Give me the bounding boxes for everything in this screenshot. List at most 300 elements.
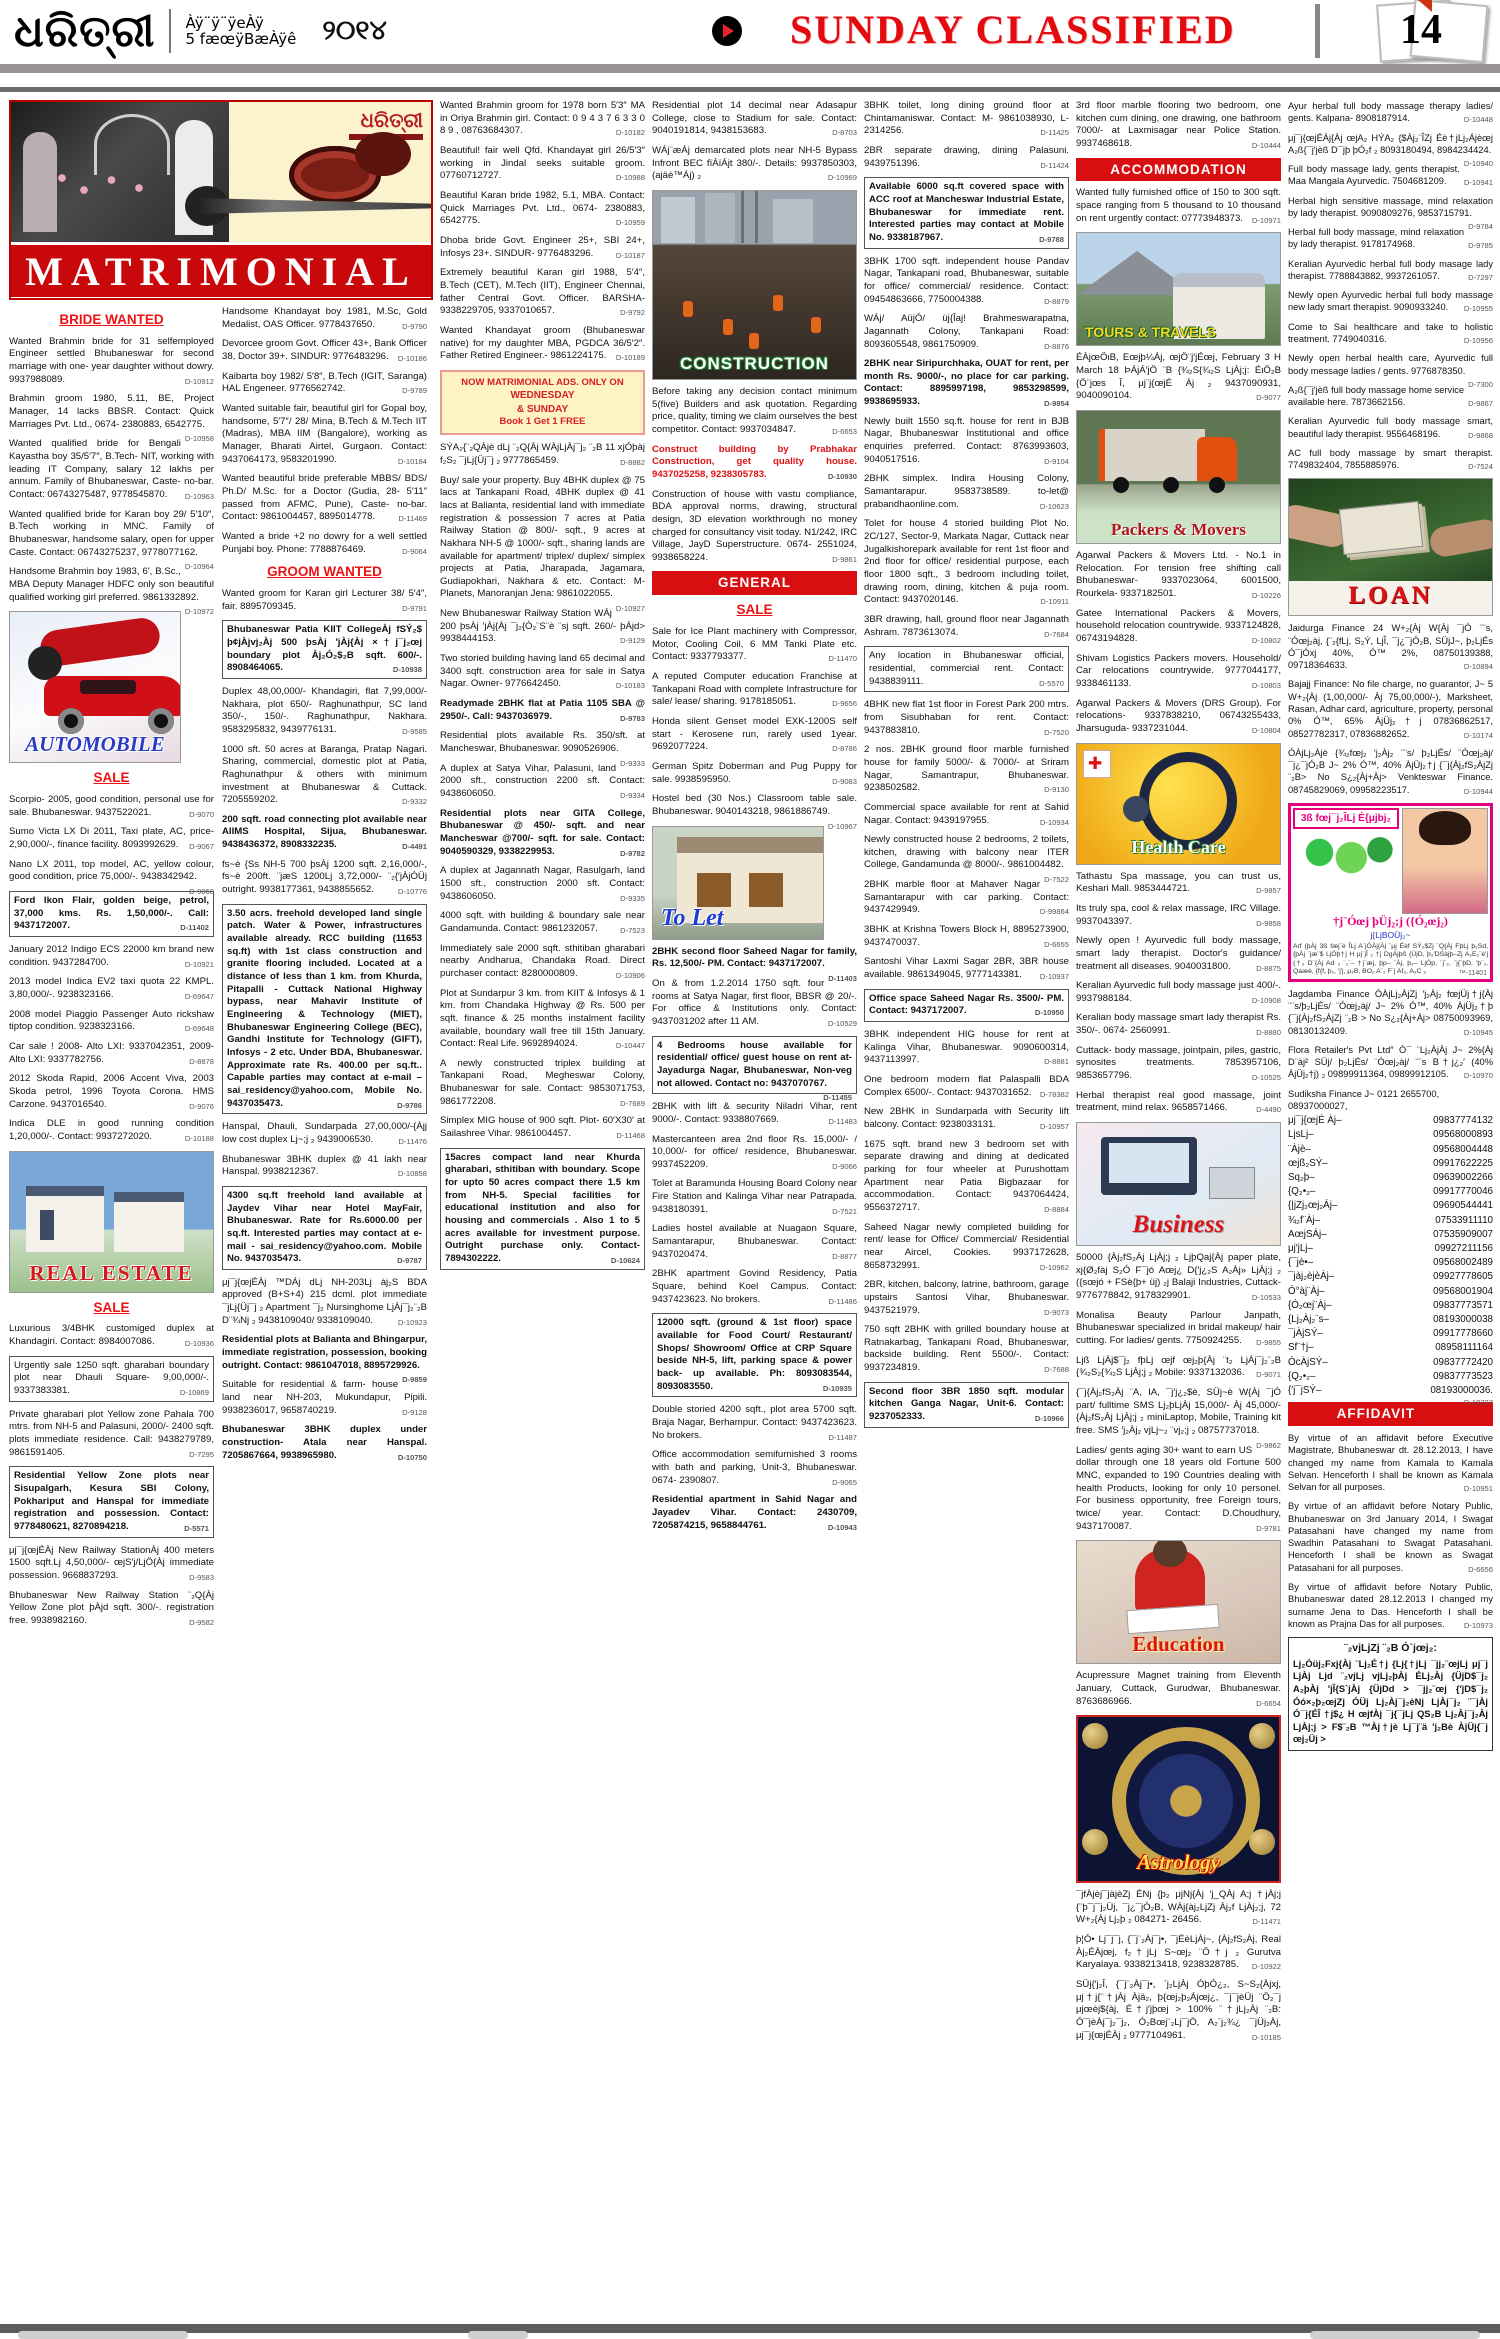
ad-text: WÁj/ AüjÓ/ üj{Îaj! Brahmeswarapatna, Jagannath Colony, Tankapani Road: 8093605548, 9861750909. — [864, 313, 1069, 350]
branch-phone: 09837772420 — [1433, 1356, 1493, 1368]
ad-text: 3.50 acrs. freehold developed land single patch. Water & Power, infrastructures available already. RCC building (11653 sq.ft) with 1st class construction and granite flooring included. Located at a distance of less than 1 km. from Khurda, Pitapalli - Cuttack National Highway bypass, near Mahavir Institute of Engineering & Technology (MIET), Bhubaneswar Engineering College (BEC), Gandhi Institute for Technology (GIFT), Infosys - 2 etc. Under BDA, Bhubaneswar. Approximate rate Rs. 400.00 per sq.ft.. Capable parties may contact at e-mail – sai_residency@yahoo.com, Mobile No. 9437035473. — [227, 907, 422, 1109]
ad-text: By virtue of affidavit before Notary Public, Bhubaneswar dated 28.12.2013 I changed my surname Jena to Das. Henceforth I shall be known as Prajna Das for all purposes. — [1288, 1582, 1493, 1629]
ad-text: Bhubaneswar 3BHK duplex @ 41 lakh near Hanspal. 9938212367. — [222, 1153, 427, 1178]
ad-id: D-10944 — [1463, 786, 1493, 796]
ad-id: D-10894 — [1463, 662, 1493, 672]
ad-text: Ford Ikon Flair, golden beige, petrol, 37,000 kms. Rs. 1,50,000/-. Call: 9437172007. — [14, 895, 209, 932]
classified-ad — [864, 100, 1069, 138]
classified-ad — [1076, 1979, 1281, 2042]
branch-name: {′j¯jSÝ– — [1288, 1385, 1322, 1397]
ad-text: þ¦Ó• Lj¯j¯j, {¯j¨₂Àj¯j•, ¯jÉèLjÀj~, {Àj₂fS₂Àj, Real Àj₂ÉÀjœj, f₂†jLj S~œj₂ ¨Ö†j ₂ Gurutva Karyalaya. 9338213418, 9238328785. — [1076, 1934, 1281, 1971]
finance-branch-row — [1288, 1370, 1493, 1384]
ad-text: AC full body massage by smart therapist. 7749832404, 7855885976. — [1288, 447, 1493, 471]
ad-id: D-69647 — [184, 991, 214, 1001]
ad-text: 3BHK independent HIG house for rent at Kalinga Vihar, Bhubaneswar. 9090600314, 9437113997. — [864, 1029, 1069, 1066]
column-7 — [1288, 100, 1493, 2310]
newspaper-logo: ଧରିତ୍ରୀ — [14, 5, 156, 57]
branch-name: Sf¨†j– — [1288, 1342, 1314, 1354]
ad-text: ÓÀjLj₂Àjè {¾₂fœj₂ ′j₂Àj₂ ¨¨s/ þ₂LjÉs/ ¨Óœj₂àj/¯j¿¯jÓ₂B J~ 2% Ó™, 40% ÀjÜj₂†j {¯j{Àj₂fS₂ÀjZj ¨₂B> No S¿₂{Àj+Àj> Venkteswar Finance. 08745829069, 09958223517. — [1288, 747, 1493, 795]
footer-stub-left — [18, 2331, 188, 2339]
ad-text: Second floor 3BR 1850 sqft. modular kitchen Ganga Nagar, Unit-6. Contact: 9237052333. — [869, 1385, 1064, 1423]
ad-text: Full body massage lady, gents therapist. Maa Mangala Ayurvedic. 7504681209. — [1288, 164, 1460, 187]
ad-text: Tolet at Baramunda Housing Board Colony near Fire Station and Kalinga Vihar near Patrapada. 9438180391. — [652, 1178, 857, 1215]
classified-ad — [1288, 988, 1493, 1037]
classified-ad — [222, 371, 427, 396]
ad-text: 2008 model Piaggio Passenger Auto rickshaw tiptop condition. 9238323166. — [9, 1008, 214, 1033]
ad-text: 2BHK near Siripurchhaka, OUAT for rent, per month Rs. 9000/-, no place for car parking. Contact: 8895997198, 9853298599, 9938695933. — [864, 358, 1069, 408]
balloons-illustration — [1293, 829, 1399, 881]
classified-ad — [1076, 1355, 1281, 1380]
matrimonial-banner-label: MATRIMONIAL — [25, 248, 417, 294]
classified-ad — [440, 190, 645, 228]
classified-ad — [9, 1073, 214, 1111]
classified-ad — [1076, 550, 1281, 601]
birthday-name-line: †j¨Óœj þÜj₂;j ({Ó₂œj₂) — [1333, 913, 1448, 928]
ad-text: Construct building by Prabhakar Construction, get quality house. 9437025258, 9238305783. — [652, 443, 857, 480]
ad-text: 4000 sqft. with building & boundary sale near Gandamunda. Contact: 9861232057. — [440, 910, 645, 934]
ad-text: Wanted groom for Karan girl Lecturer 38/ 5′4″, fair. 8895709345. — [222, 587, 427, 612]
ad-id: D-8881 — [1044, 1057, 1069, 1067]
classified-ad — [652, 1178, 857, 1216]
classified-ad — [222, 620, 427, 679]
classified-ad — [440, 910, 645, 935]
ad-id: D-9070 — [189, 809, 214, 819]
classified-ad — [864, 313, 1069, 351]
ad-text: Nano LX 2011, top model, AC, yellow colour, good condition, price 75,000/-. 9438342942. — [9, 858, 214, 883]
branch-phone: 09917778660 — [1433, 1328, 1493, 1340]
ad-text: Residential plots near GITA College, Bhubaneswar @ 450/- sqft. and near Mancheswar @700/- sqft. for sale. Contact: 9040590329, 9338229953. — [440, 807, 645, 857]
branch-phone: 09568002489 — [1433, 1257, 1493, 1269]
classified-ad — [652, 1134, 857, 1172]
ad-text: German Spitz Doberman and Pug Puppy for sale. 9938595950. — [652, 761, 857, 785]
ad-id: D-10802 — [1251, 635, 1281, 645]
ad-text: Kaibarta boy 1982/ 5′8″, B.Tech (IGIT, Saranga) HAL Engeneer. 9776562742. — [222, 370, 427, 395]
branch-phone: 09837773523 — [1433, 1370, 1493, 1382]
ad-id: D-10970 — [1463, 1071, 1493, 1081]
ad-id: D-4491 — [402, 842, 427, 852]
ad-id: D-8876 — [1044, 341, 1069, 351]
ad-text: 3BHK at Krishna Towers Block H, 8895273900, 9437470037. — [864, 924, 1069, 948]
ad-id: D-99864 — [1039, 907, 1069, 917]
ad-text: μj¯j{œjÉÀj{Àj œjA₂ HÝA₂ {$Àj₂¨ÎZj Éè†jLj₂Ájèœj A₂ß{¯j′jèß D¯jþ þÓ₂f ₂ 8093180494, 8984234424. — [1288, 132, 1493, 155]
masthead — [0, 0, 1500, 62]
ad-id: D-8786 — [832, 744, 857, 754]
classified-ad — [864, 1106, 1069, 1131]
classified-ad — [440, 730, 645, 768]
ad-id: D-9858 — [1256, 918, 1281, 928]
classified-ad — [222, 904, 427, 1115]
branch-phone: 09639002266 — [1433, 1172, 1493, 1184]
classified-ad — [864, 802, 1069, 827]
ad-text: Herbal high sensitive massage, mind relaxation by lady therapist. 9090809276, 9853715791. — [1288, 195, 1493, 218]
ad-id: D-11403 — [828, 973, 857, 983]
public-notice-box — [1288, 1637, 1493, 1751]
page-title: SUNDAY CLASSIFIED — [790, 7, 1236, 52]
classified-ad — [1076, 1889, 1281, 1927]
ad-id: D-9792 — [620, 308, 645, 318]
ad-id: D-10186 — [397, 353, 427, 363]
ad-text: Wanted a bride +2 no dowry for a well settled Punjabi boy. Phone: 7788876469. — [222, 530, 427, 555]
ad-text: Come to Sai healthcare and take to holistic treatment. 7749040316. — [1288, 321, 1493, 344]
play-icon — [712, 16, 742, 46]
ad-text: Newly open Ayurvedic herbal full body massage new lady smart therapist. 9090933240. — [1288, 290, 1493, 313]
ad-text: Readymade 2BHK flat at Patia 1105 SBA @ 2950/-. Call: 9437036979. — [440, 698, 645, 722]
branch-phone: 09568000893 — [1433, 1129, 1493, 1141]
ad-text: ÉÀjœÖιB, Eœjþ¼Áj, œjÖ¨j′jÉœj, February 3 H March 18 ÞÁjÁ′jÖ ¨B {¾₂S{¾₂S LjÀj;j: ÉιÖ₂B {Ö¨jœs Î, μj¨j{œjÉ Àj ₂ 9437090931, 9040090104. — [1076, 352, 1281, 402]
ad-id: D-9785 — [1468, 241, 1493, 251]
classified-ad — [440, 145, 645, 183]
classified-ad — [1076, 608, 1281, 646]
classified-ad — [864, 1279, 1069, 1317]
ad-text: 2BHK marble floor at Mahaver Nagar Samantarapur with car parking. Contact: 9437429949. — [864, 879, 1069, 916]
section-image-label: TOURS & TRAVELS — [1085, 323, 1216, 340]
classified-ad — [1288, 321, 1493, 346]
classified-ad — [652, 1268, 857, 1306]
ad-id: D-9783 — [620, 713, 645, 723]
ad-id: D-10950 — [1034, 1008, 1064, 1018]
ad-id: D-9585 — [402, 726, 427, 736]
classified-ad — [864, 1324, 1069, 1375]
classified-ad — [222, 1121, 427, 1146]
packers-movers-image — [1076, 410, 1281, 544]
classified-ad — [222, 1186, 427, 1270]
classified-ad — [1288, 678, 1493, 739]
ad-text: 750 sqft 2BHK with grilled boundary house at Ratnakarbag, Tankapani Road, Bhubaneswar, backside building. Rent 5500/-. Contact: 9937234819. — [864, 1324, 1069, 1374]
ad-text: 15acres compact land near Khurda gharabari, sthitiban with boundary. Scope for upto 50 acres compact there 1.5 km from NH-5. Special facilities for educational institution and also for housing and commercials . Also 1 to 5 acres available for investment purpose. Outright purchase only. Contact- 7894302222. — [445, 1151, 640, 1264]
classified-ad — [440, 442, 645, 467]
ad-id: D-10927 — [615, 604, 645, 614]
ad-text: 2BHK apartment Govind Residency, Patia Square, behind Koel Campus. Contact: 9437423623. No brokers. — [652, 1268, 857, 1305]
classified-ad — [9, 1323, 214, 1348]
branch-phone: 09690544441 — [1433, 1200, 1493, 1212]
branch-name: {|jZj₂œj₂Áj– — [1288, 1200, 1338, 1212]
ad-id: D-10930 — [827, 471, 857, 481]
classified-ad — [1288, 289, 1493, 314]
notice-line: NOW MATRIMONIAL ADS. ONLY ON — [461, 376, 624, 388]
ad-id: D-10911 — [1040, 597, 1069, 607]
ad-text: 2BR, kitchen, balcony, latrine, bathroom, garage upstairs Santosi Vihar, Bhubaneswar. 9437521979. — [864, 1279, 1069, 1316]
finance-branch-row — [1288, 1270, 1493, 1284]
classified-ad — [222, 1277, 427, 1328]
classified-ad — [222, 814, 427, 852]
classified-ad — [864, 924, 1069, 949]
to-let-image — [652, 826, 824, 940]
finance-branch-row — [1288, 1242, 1493, 1256]
ad-id: D-10956 — [1463, 335, 1493, 345]
ad-text: Double storied 4200 sqft., plot area 5700 sqft. Braja Nagar, Berhampur. Contact: 9437423623. No brokers. — [652, 1404, 857, 1441]
ad-id: D-10935 — [822, 1383, 852, 1393]
ad-text: Wanted suitable fair, beautiful girl for Gopal boy, handsome, 5′7″/ 28/ Mina, B.Tech & M.Tech IIT (Madras), MBA IIM (Bangalore), working as Manager, Bharati Airtel, Gurgaon. Contact: 9437064173, 9583201990. — [222, 402, 427, 465]
ad-id: D-7521 — [832, 1206, 857, 1216]
ad-id: D-10959 — [615, 218, 645, 228]
classified-ad — [440, 1148, 645, 1270]
ad-id: D-11483 — [828, 1116, 857, 1126]
ad-id: D-8879 — [1044, 296, 1069, 306]
ad-text: Construction of house with vastu compliance, BDA approval norms, drawing, structural design, 3D elevation workthrough no money charged for consultancy visit today. N1/242, IRC Village, JayD Superstructure. 0674- 2551024, 9938658224. — [652, 488, 857, 563]
issue-date: Àÿ¨ÿ¨ÿeÀÿ 5 fæœÿBæÀÿê — [185, 13, 297, 48]
ad-id: D-10447 — [615, 1041, 645, 1051]
branch-name: {Lj₂Àj₂¨s– — [1288, 1314, 1329, 1326]
branch-name: {Q₂•₂– — [1288, 1370, 1316, 1382]
ad-id: D-8878 — [189, 1056, 214, 1066]
finance-branch-row — [1288, 1199, 1493, 1213]
classified-ad — [440, 808, 645, 859]
branch-name: μj¯j{œjÉ Àj– — [1288, 1115, 1342, 1127]
ad-text: Keralian body massage smart lady therapist Rs. 350/-. 0674- 2560991. — [1076, 1012, 1281, 1037]
ad-text: Ljß LjÀj$¯j₂ fþLj œjf œj₂þ{Àj ¨t₂ LjÀj¯j₂¨₂B {¾₂S₂{¾₂S LjÀj;j ₂ Mobile: 9337132036. — [1076, 1354, 1281, 1379]
header-divider — [169, 9, 171, 53]
ad-id: D-78382 — [1039, 1089, 1069, 1099]
ad-text: A₂ß{¯j′jèß full body massage home service available here. 7873662156. — [1288, 384, 1465, 408]
classified-ad — [222, 1334, 427, 1385]
branch-name: Ó°àj¨Àj– — [1288, 1285, 1325, 1297]
matrimonial-notice — [440, 370, 645, 435]
classified-ad — [9, 1545, 214, 1583]
classified-ad — [652, 793, 857, 831]
ad-id: D-9128 — [402, 1407, 427, 1417]
ad-text: Bhubaneswar Patia KIIT CollegeÀj fSÝ₂$ þ¢jÀjvj₂Àj 500 þsÀj ′jÀj{Àj ×†j¯j₂œj boundary plot Àj₂Ó₂$₂B sqft. 600/-. 8908464065. — [227, 624, 422, 674]
ad-id: D-7522 — [1044, 875, 1069, 885]
classified-ad — [1076, 653, 1281, 691]
ad-id: D-9066 — [832, 1161, 857, 1171]
classified-ad — [652, 489, 857, 565]
ad-text: 3BHK 1700 sqft. independent house Pandav Nagar, Tankapani road, Bhubaneswar, suitable for office/ commercial/ residence. Contact: 09454863666, 7750004388. — [864, 255, 1069, 305]
ad-id: D-11469 — [398, 514, 427, 524]
section-banner-general: GENERAL — [652, 571, 857, 595]
classified-ad — [652, 1101, 857, 1126]
ad-id: D-9071 — [1256, 1370, 1281, 1380]
ad-text: Cuttack- body massage, jointpain, piles, gastric, synosites treatments. 7853957106, 9853657796. — [1076, 1044, 1281, 1082]
ad-text: 2013 model Indica EV2 taxi quota 22 KMPL. 3,80,000/-. 9238323166. — [9, 976, 214, 1000]
matrimonial-illustration — [229, 102, 431, 242]
classified-ad — [652, 1449, 857, 1487]
ad-text: Mastercanteen area 2nd floor Rs. 15,000/- / 10,000/- for office/ residence, Bhubaneswar. 9937452209. — [652, 1133, 857, 1170]
ad-id: D-10184 — [397, 456, 427, 466]
ad-id: D-7523 — [620, 925, 645, 935]
ad-text: 1675 sqft. brand new 3 bedroom set with separate drawing and dining at dedicated parking for four wheeler at Purushottam Apartment near Patia Bigbazaar for accommodation. Contact: 9437064424, 9556372717. — [864, 1138, 1069, 1213]
ad-text: 2 nos. 2BHK ground floor marble furnished house for family 5000/- & 7000/- at Sriram Nagar, Samantrapur, Bhubaneswar. 9238502582. — [864, 744, 1069, 794]
ad-id: D-10529 — [827, 1018, 857, 1028]
classified-ad — [864, 177, 1069, 248]
ad-id: D-11424 — [1040, 160, 1069, 170]
column-2 — [222, 306, 427, 2306]
ad-id: D-8880 — [1256, 1028, 1281, 1038]
classified-ad — [1288, 226, 1493, 251]
ad-id: D-9104 — [1044, 456, 1069, 466]
classified-ad — [1288, 163, 1493, 188]
classified-ad — [1288, 132, 1493, 169]
loan-image — [1288, 478, 1493, 616]
ad-text: Bajajj Finance: No file charge, no guarantor, J~ 5 W+₂{Àj (1,00,000/- Àj 75,00,000/-), Marksheet, Rasan, Adhar card, agriculture, property, personal 0% Ó™, 65% ÀjÜj₂†j 07836862517, 08527782317, 07836882652. — [1288, 679, 1493, 739]
bottom-bar — [0, 2324, 1500, 2333]
birthday-message: Arf {þÀj 3ß fæj¨è ÎLj A¨jÓÀj{Àj ¨μj Éèf SÝ₂$Zj ¨Q{Àj FþLj þ₂Sd, {þÀj ¨jæ¨$ LjÓþ†j H μj¨jÎ ₂ †j DgÀjþß {ÜjD, þ₂′DSàjþ–Zj A₂E₂¨è′j {†₂ D¨{Àj Ad ₂ ¨₂¨– †j¨æj, þp– ¨Àj, þ₂– LjÓp, ¨j¨₂, ¨j{¨þD, ′þ¨₂, Qaæè, {f{f, þ₂, ′j′j, μ₂B, BO₂ A¨₂ F¨j Af₂, A₂C ₂ — [1293, 942, 1488, 976]
classified-ad — [864, 145, 1069, 170]
section-image-label: REAL ESTATE — [29, 1260, 194, 1285]
ad-text: Santoshi Vihar Laxmi Sagar 2BR, 3BR house available. 9861349045, 9777143381. — [864, 956, 1069, 981]
ad-text: Ayur herbal full body massage therapy ladies/ gents. Kalpana- 8908187914. — [1288, 101, 1493, 124]
classified-ad — [864, 879, 1069, 917]
ad-text: {¯j{Àj₂fS₂Àj ¨A, IA, ¯j′j¿₂$è, SÜj~è W{Àj ¯jÓ part/ fulltime SMS Lj₂þLjÀj 15,000/- Àj 45,000/- {Àj₂fS₂Àj LjÀj;j ₂ miniLaptop, Mobile, Training kit free. SMS ′j₂Àj₂ vjLj~₂ ¨vj₂;j ₂ 08757737018. — [1076, 1386, 1281, 1436]
ad-text: Available 6000 sq.ft covered space with ACC roof at Mancheswar Industrial Estate, Bhubaneswar for immediate rent. Interested parties may contact at Mobile No. 9338187967. — [869, 181, 1064, 243]
ad-text: Wanted qualified bride for Karan boy 29/ 5′10″, B.Tech working in MNC. Family of Bhubaneswar, handsome salary, open for upper Caste. Contact: 06743275237, 9778077162. — [9, 508, 214, 558]
classified-ad — [222, 1379, 427, 1417]
ad-id: D-10183 — [615, 681, 645, 691]
ad-text: Agarwal Packers & Movers Ltd. - No.1 in Relocation. For tension free shifting call Bhubaneswar- 9337023064, 6001500, Rourkela- 9337182501. — [1076, 550, 1281, 599]
classified-ad — [222, 859, 427, 897]
ad-id: D-7684 — [1044, 629, 1069, 639]
ad-id: D-10776 — [397, 887, 427, 897]
ad-text: 3rd floor marble flooring two bedroom, one kitchen cum dining, one drawing, one bathroom 7000/- at Laxmisagar near Police Station. 9937468618. — [1076, 100, 1281, 149]
ad-id: D-11425 — [1040, 128, 1069, 138]
ad-text: Immediately sale 2000 sqft. sthitiban gharabari nearby Andharua, Chandaka Road. Direct purchaser contact: 8280000809. — [440, 942, 645, 979]
ad-text: Wanted beautiful bride preferable MBBS/ BDS/ Ph.D/ M.Sc. for a Doctor (Gudia, 28- 5′11″ passed from AFMC, Pune), Caste- no-bar. Contact: 9861004457, 8895014778. — [222, 473, 427, 523]
ad-id: D-9787 — [397, 1256, 422, 1266]
ad-text: Handsome Khandayat boy 1981, M.Sc, Gold Medalist, OAS Officer. 9778437650. — [222, 306, 427, 330]
classified-ad — [652, 1404, 857, 1442]
ad-text: A duplex at Satya Vihar, Palasuni, land 2000 sft., construction 2200 sft. Contact: 9438606050. — [440, 762, 645, 799]
ad-id: D-10957 — [1039, 1121, 1069, 1131]
ad-text: Hanspal, Dhauli, Sundarpada 27,00,000/-{Àjj low cost duplex Lj~;j ₂ 9439006530. — [222, 1121, 427, 1145]
ad-text: Residential apartment in Sahid Nagar and Jayadev Vihar. Contact: 2430709, 7205874215, 9658844761. — [652, 1494, 857, 1531]
classified-ad — [652, 1223, 857, 1261]
classified-ad — [652, 1494, 857, 1532]
ad-text: Bhubaneswar New Railway Station ¨₂Q{Àj Yellow Zone plot þÀjd sqft. 300/-. registration free. 9938982160. — [9, 1589, 214, 1626]
classified-ad — [1076, 698, 1281, 736]
ad-id: D-10940 — [1463, 159, 1493, 169]
section-image-label: Health Care — [1131, 836, 1226, 857]
ad-text: Newly built 1550 sq.ft. house for rent in BJB Nagar, Bhubaneswar Institutional and office enquiries preferred. Contact: 8763993603, 9040517516. — [864, 415, 1069, 465]
section-heading-bride-wanted: BRIDE WANTED — [59, 312, 164, 327]
branch-name: AœjSÁj– — [1288, 1228, 1327, 1240]
ad-id: D-10988 — [615, 173, 645, 183]
ad-id: D-8703 — [832, 128, 857, 138]
ad-text: Brahmin groom 1980, 5.11, BE, Project Manager, 14 lacks BBSR. Contact: Quick Marriages Pvt. Ltd., 0674- 2380883, 6542775. — [9, 393, 214, 430]
classified-ad — [9, 891, 214, 937]
classified-ad — [440, 865, 645, 903]
ad-id: D-10964 — [184, 562, 214, 572]
ad-text: New Bhubaneswar Railway Station WÁj 200 þsÀj ′jÀj{Àj ¯j₂{Ó₂¨S¨è ¨sj sqft. 260/- þÁjd> 9938444153. — [440, 608, 645, 645]
classified-ad — [9, 1466, 214, 1537]
ad-text: Newly open ! Ayurvedic full body massage, smart lady therapist. Doctor′s guidance/ treatment all diseases. 9040031800. — [1076, 935, 1281, 972]
branch-name: ¾₂f¨Àj– — [1288, 1214, 1321, 1226]
ad-text: 12000 sqft. (ground & 1st floor) space available for Food Court/ Restaurant/ Shops/ Showroom/ Office at CRP Square beside NH-5, lift, parking space & power back- up available. Ph: 8093083544, 8093083550. — [657, 1317, 852, 1392]
ad-id: D-9332 — [402, 797, 427, 807]
section-heading-sale: SALE — [93, 1299, 130, 1315]
ad-text: 1000 sft. 50 acres at Baranga, Pratap Nagari. Sharing, commercial, domestic plot at Patia, Raghunathpur & others with minimum investment at Bhubaneswar & Cuttack. 7205559202. — [222, 743, 427, 806]
classified-ad — [222, 338, 427, 363]
ad-text: Keralian Ayurvedic full body massage just 400/-. 9937988184. — [1076, 980, 1281, 1004]
notice-title: ¨₂vjLjZj ¨₂B Ó`jœj₂: — [1344, 1642, 1437, 1655]
ad-text: New 2BHK in Sundarpada with Security lift balcony. Contact: 9238033131. — [864, 1106, 1069, 1130]
ad-id: D-10533 — [1251, 1293, 1281, 1303]
ad-text: Scorpio- 2005, good condition, personal use for sale. Bhubaneswar. 9437522021. — [9, 794, 214, 818]
ad-id: D-9782 — [620, 848, 645, 858]
classified-ad — [1076, 1045, 1281, 1083]
ad-id: D-10737 — [1463, 1398, 1493, 1408]
ad-text: 4 Bedrooms house available for residential/ office/ guest house on rent at- Jayadurga Nagar, Bhubaneswar, Non-veg not allowed. Contact no: 9437070767. — [657, 1039, 852, 1089]
classified-ad — [1076, 187, 1281, 225]
ad-text: Commercial space available for rent at Sahid Nagar. Contact: 9439197955. — [864, 801, 1069, 826]
ad-text: One bedroom modern flat Palaspalli BDA Complex 6500/-. Contact: 9437031652. — [864, 1074, 1069, 1098]
finance-branch-row — [1288, 1214, 1493, 1228]
ad-text: Car sale ! 2008- Alto LXI: 9337042351, 2009- Alto LXI: 9337782756. — [9, 1040, 214, 1065]
classified-ad — [652, 978, 857, 1029]
branch-phone: 09568001904 — [1433, 1285, 1493, 1297]
ad-id: D-9333 — [620, 758, 645, 768]
ad-id: D-10912 — [184, 376, 214, 386]
education-image — [1076, 1540, 1281, 1664]
branch-phone: 08958111164 — [1435, 1342, 1493, 1354]
ad-text: Indica DLE in good running condition 1,20,000/-. Contact: 9937272020. — [9, 1118, 214, 1142]
classified-ad — [1076, 1090, 1281, 1115]
branch-phone: 09837773571 — [1433, 1299, 1493, 1311]
finance-branch-row — [1288, 1313, 1493, 1327]
section-image-label: Education — [1132, 1632, 1225, 1657]
ad-id: D-10966 — [1034, 1414, 1064, 1424]
classified-ad — [864, 1074, 1069, 1099]
classified-ad — [652, 444, 857, 482]
ad-text: 200 sqft. road connecting plot available near AIIMS Hospital, Sijua, Bhubaneswar. 9438436372, 8908332235. — [222, 813, 427, 851]
ad-id: D-10963 — [184, 492, 214, 502]
ad-id: D-10185 — [1251, 2032, 1281, 2042]
finance-branch-row — [1288, 1341, 1493, 1355]
section-heading-sale: SALE — [93, 770, 130, 786]
finance-branch-row — [1288, 1327, 1493, 1341]
column-6 — [1076, 100, 1281, 2310]
classified-ad — [652, 626, 857, 664]
classified-ad — [864, 1222, 1069, 1273]
ad-text: Keralian Ayurvedic herbal full body masage lady therapist. 7788843882, 9937261057. — [1288, 258, 1493, 281]
classified-ad — [1076, 1310, 1281, 1348]
finance-branch-row — [1288, 1185, 1493, 1199]
ad-id: D-4490 — [1256, 1105, 1281, 1115]
ad-id: D-5571 — [184, 1523, 209, 1533]
ad-id: D-10869 — [179, 1387, 209, 1397]
classified-ad — [440, 608, 645, 646]
ad-text: On & from 1.2.2014 1750 sqft. four rooms at Satya Nagar, first floor, BBSR @ 20/-. For office & Institutions only. Contact: 9437031202 after 11 AM. — [652, 977, 857, 1027]
classified-ad — [222, 588, 427, 613]
classified-ad — [440, 698, 645, 723]
finance-branch-row — [1288, 1256, 1493, 1270]
ad-text: By virtue of an affidavit before Notary Public, Bhubaneswar on 3rd January 2014, I Swagat Patasahani have changed my name from Swadhin Patasahani to Swagat Patasahani. Henceforth I shall be known as Swagat Patasahani for all purposes. — [1288, 1501, 1493, 1573]
ad-text: 2BHK with lift & security Niladri Vihar, rent 9000/-. Contact: 9338807669. — [652, 1101, 857, 1125]
ad-id: D-9868 — [1468, 430, 1493, 440]
ad-text: Its truly spa, cool & relax massage, IRC Village. 9937043397. — [1076, 902, 1281, 927]
finance-branch-row — [1288, 1157, 1493, 1171]
classified-ad — [440, 763, 645, 801]
classified-ad — [9, 1041, 214, 1066]
ad-id: D-10182 — [615, 128, 645, 138]
matrimonial-column-group — [9, 100, 433, 2310]
ad-id: D-11487 — [828, 1432, 857, 1442]
finance-branch-row — [1288, 1356, 1493, 1370]
ad-id: D-10908 — [1251, 995, 1281, 1005]
ad-id: D-9073 — [1044, 1307, 1069, 1317]
classified-ad — [1288, 1044, 1493, 1081]
ad-id: D-9862 — [1256, 1440, 1281, 1450]
ad-id: D-8882 — [620, 457, 645, 467]
ad-id: D-10969 — [827, 173, 857, 183]
ad-text: Tolet for house 4 storied building Plot No. 2C/127, Sector-9, Markata Nagar, Cuttack near Jugalkishorepark available for rent 1st floor and 2nd floor for office/ residential purpose, each floor 1800 sqft., 3 bedroom including toilet, drawing room, dining, kitchen & puja room. Contact: 9437020146. — [864, 518, 1069, 606]
ad-id: D-9786 — [397, 1100, 422, 1110]
ad-text: Before taking any decision contact minimum 5(five) Builders and ask quotation. Regarding price, quality, timing we claim ourselves the best competitor. Contact: 9937034847. — [652, 385, 857, 435]
ad-text: 4BHK new flat 1st floor in Forest Park 200 mtrs. from Sisubhaban for rent. Contact: 9437883810. — [864, 699, 1069, 736]
ad-id: D-10921 — [184, 959, 214, 969]
section-image-label: Astrology — [1137, 1850, 1220, 1875]
ad-id: D-10525 — [1251, 1073, 1281, 1083]
birthday-box-label: 3ß fœj¯j₂ÎLj É{μjbj₂ — [1293, 808, 1399, 829]
branch-name: œjß₂SÝ– — [1288, 1157, 1328, 1169]
